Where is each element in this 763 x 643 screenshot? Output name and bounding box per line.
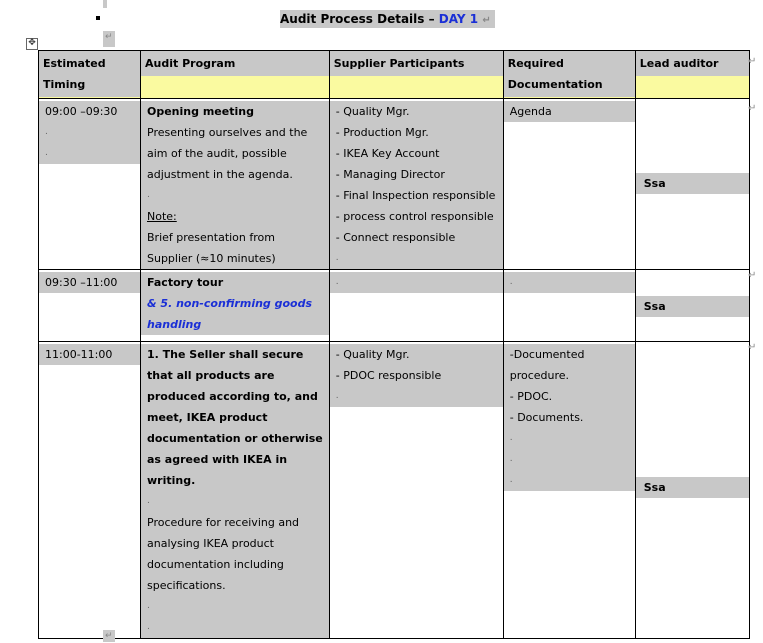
program-bold-line: produced according to, and xyxy=(147,390,318,403)
title-day: DAY 1 xyxy=(438,12,479,26)
lead-auditor: Ssa xyxy=(636,477,749,498)
program-line: Presenting ourselves and the xyxy=(147,126,308,139)
documentation-cell: -Documented procedure. - PDOC. - Documents. . . . xyxy=(504,344,635,491)
program-line: specifications. xyxy=(147,579,226,592)
participant-item: - Quality Mgr. xyxy=(335,348,410,361)
documentation-cell xyxy=(504,101,635,122)
title-separator: – xyxy=(428,12,435,26)
participant-item: - IKEA Key Account xyxy=(335,147,440,160)
program-line: Procedure for receiving and xyxy=(147,516,300,529)
row-end-mark: ↵ xyxy=(748,56,757,67)
program-bold-line: that all products are xyxy=(147,369,275,382)
note-line: Supplier (≈10 minutes) xyxy=(147,252,276,265)
documentation-item: procedure. xyxy=(509,369,570,382)
note-line: Brief presentation from xyxy=(147,231,275,244)
program-blue-line: & 5. non-confirming goods xyxy=(147,297,313,310)
timing-cell xyxy=(39,272,140,293)
paragraph-mark: ↵ xyxy=(103,31,115,47)
col-header-documentation: Required Documentation xyxy=(504,51,635,97)
program-cell xyxy=(141,272,329,335)
program-cell: Opening meeting Presenting ourselves and the aim of the audit, possible adjustment in the agenda. . Note: Brief presentation from Supplier (≈10 minutes) xyxy=(141,101,329,269)
col-header-auditor: Lead auditor xyxy=(636,51,749,76)
header-row xyxy=(39,51,750,99)
row-end-mark: ↵ xyxy=(748,270,757,281)
program-bold-line: documentation or otherwise xyxy=(147,432,323,445)
col-header-participants: Supplier Participants xyxy=(330,51,503,76)
timing-cell xyxy=(39,344,140,365)
program-line: adjustment in the agenda. xyxy=(147,168,293,181)
program-bold-line: 1. The Seller shall secure xyxy=(147,348,304,361)
program-blue-line: handling xyxy=(147,318,202,331)
audit-table xyxy=(38,50,750,639)
timing-cell: 09:00 –09:30 . . xyxy=(39,101,140,164)
participants-cell: - Quality Mgr. - PDOC responsible . xyxy=(330,344,503,407)
program-title: Opening meeting xyxy=(147,105,254,118)
timing-text: 09:30 –11:00 xyxy=(45,276,118,289)
documentation-item: - Documents. xyxy=(509,411,584,424)
participant-item: - Production Mgr. xyxy=(335,126,429,139)
participants-cell: - Quality Mgr. - Production Mgr. - IKEA Key Account - Managing Director - Final Inspection responsible - process control responsible - Connect responsible . xyxy=(330,101,503,269)
table-row xyxy=(39,99,750,270)
page-title: Audit Process Details – DAY 1 ↵ xyxy=(280,10,495,28)
title-prefix: Audit Process Details xyxy=(280,12,425,26)
documentation-item: Agenda xyxy=(509,105,552,118)
program-line: aim of the audit, possible xyxy=(147,147,287,160)
participant-item: - process control responsible xyxy=(335,210,494,223)
participant-item: - Final Inspection responsible xyxy=(335,189,496,202)
participants-cell: . xyxy=(330,272,503,293)
participant-item: - Connect responsible xyxy=(335,231,456,244)
program-title: Factory tour xyxy=(147,276,224,289)
documentation-cell: . xyxy=(504,272,635,293)
program-bold-line: writing. xyxy=(147,474,196,487)
program-cell: 1. The Seller shall secure that all products are produced according to, and meet, IKEA product documentation or otherwise as agreed with IKEA in writing. . Procedure for receiving and analysing IKEA product documentation including specifications. . . xyxy=(141,344,329,638)
program-line: documentation including xyxy=(147,558,284,571)
col-header-program: Audit Program xyxy=(141,51,329,76)
documentation-item: -Documented xyxy=(509,348,585,361)
col-header-timing: Estimated Timing xyxy=(39,51,140,97)
participant-item: - Quality Mgr. xyxy=(335,105,410,118)
lead-auditor: Ssa xyxy=(636,173,749,194)
list-bullet xyxy=(96,16,100,20)
program-line: analysing IKEA product xyxy=(147,537,274,550)
table-row xyxy=(39,270,750,342)
table-row xyxy=(39,342,750,639)
program-bold-line: as agreed with IKEA in xyxy=(147,453,288,466)
paragraph-mark: ↵ xyxy=(105,631,113,641)
table-move-handle-icon[interactable]: ✥ xyxy=(26,38,38,50)
note-label: Note: xyxy=(147,210,177,223)
timing-text: 09:00 –09:30 xyxy=(45,105,118,118)
participant-item: - Managing Director xyxy=(335,168,445,181)
row-end-mark: ↵ xyxy=(748,103,757,114)
row-end-mark: ↵ xyxy=(748,342,757,353)
paragraph-mark xyxy=(103,0,107,8)
timing-text: 11:00-11:00 xyxy=(45,348,113,361)
participant-item: - PDOC responsible xyxy=(335,369,442,382)
documentation-item: - PDOC. xyxy=(509,390,553,403)
program-bold-line: meet, IKEA product xyxy=(147,411,268,424)
lead-auditor: Ssa xyxy=(636,296,749,317)
